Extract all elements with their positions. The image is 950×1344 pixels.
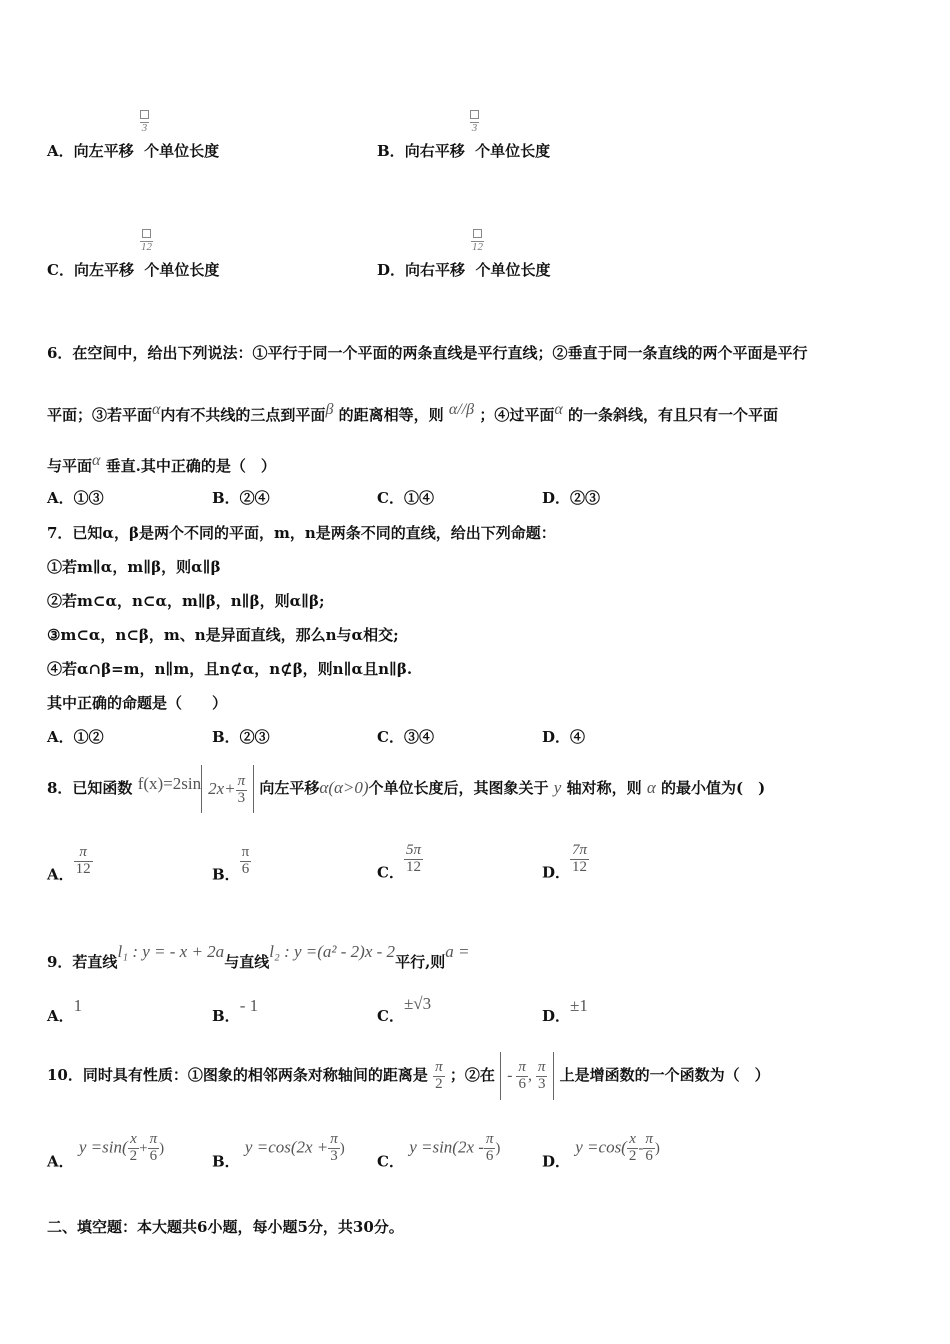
q8-option-d[interactable]: D． $\frac{7\pi}{12}$	[542, 842, 588, 882]
q7-option-a[interactable]: A．①②	[47, 728, 104, 746]
q6-option-c[interactable]: C．①④	[377, 489, 434, 507]
q5-option-c[interactable]: C．向左平移 个单位长度	[47, 261, 220, 279]
q6-stem-line1: 6．在空间中，给出下列说法：①平行于同一个平面的两条直线是平行直线；②垂直于同一条直线的两个平面是平行	[47, 344, 808, 362]
q7-stem: 7．已知α，β是两个不同的平面，m，n是两条不同的直线，给出下列命题：	[47, 524, 556, 542]
q8-option-b[interactable]: B． $\frac{\pi}{6}$	[212, 844, 250, 884]
q6-stem-line3: 与平面$^\alpha$ 垂直.其中正确的是（ ）	[47, 452, 276, 475]
q7-proposition-2: ②若m⊂α，n⊂α，m∥β，n∥β，则α∥β;	[47, 592, 325, 610]
q9-option-b[interactable]: B．- 1	[212, 996, 259, 1025]
q5-option-b[interactable]: B．向右平移 个单位长度	[377, 142, 551, 160]
q7-proposition-1: ①若m∥α，m∥β，则α∥β	[47, 558, 221, 576]
q7-proposition-4: ④若α∩β=m，n∥m，且n⊄α，n⊄β，则n∥α且n∥β.	[47, 660, 413, 678]
q5-option-a[interactable]: A．向左平移 个单位长度	[47, 142, 220, 160]
fraction-pi-over-12-d: 12	[471, 229, 484, 253]
q10-option-c[interactable]: C． y =sin(2x - $\frac{\pi}{6}$ )	[377, 1131, 501, 1171]
q7-question: 其中正确的命题是（ ）	[47, 694, 228, 712]
section-2-heading: 二、填空题：本大题共6小题，每小题5分，共30分。	[47, 1218, 404, 1236]
q9-option-c[interactable]: C．±√3	[377, 994, 432, 1025]
q8-stem: 8．已知函数 f(x)=2sin 2x+ $\frac{\pi}{3}$ 向左平移α(α>0)个单位长度后，其图象关于 y 轴对称，则 α 的最小值为( )	[47, 762, 765, 813]
q6-option-b[interactable]: B．②④	[212, 489, 270, 507]
q7-option-b[interactable]: B．②③	[212, 728, 270, 746]
q9-option-a[interactable]: A．1	[47, 996, 83, 1025]
q7-option-c[interactable]: C．③④	[377, 728, 434, 746]
q6-stem-line2: 平面；③若平面$^\alpha$内有不共线的三点到平面$^\beta$ 的距离相等，则 $^{\alpha//\beta}$ ；④过平面$^\alpha$ 的一条斜线，有且只有一个平面	[47, 401, 779, 424]
q7-option-d[interactable]: D．④	[542, 728, 586, 746]
q8-argument: 2x+ $\frac{\pi}{3}$	[201, 765, 254, 813]
q5-option-d[interactable]: D．向右平移 个单位长度	[377, 261, 551, 279]
q10-interval: - $\frac{\pi}{6}$ , $\frac{\pi}{3}$	[500, 1052, 554, 1100]
fraction-pi-over-12-c: 12	[140, 229, 153, 253]
q9-option-d[interactable]: D．±1	[542, 996, 588, 1025]
q6-option-d[interactable]: D．②③	[542, 489, 601, 507]
fraction-pi-over-3-a: 3	[140, 110, 149, 134]
q8-option-a[interactable]: A． $\frac{\pi}{12}$	[47, 844, 91, 884]
q7-proposition-3: ③m⊂α，n⊂β，m、n是异面直线，那么n与α相交;	[47, 626, 399, 644]
q9-stem: 9．若直线l₁ : y = - x + 2a与直线l₂ : y =(a² - 2)x - 2平行,则a =	[47, 942, 470, 971]
q10-stem: 10．同时具有性质：①图象的相邻两条对称轴间的距离是 $\frac{\pi}{2}$ ；②在 - $\frac{\pi}{6}$ , $\frac{\pi}{3}$ 上是增函数的一个函数为（ ）	[47, 1052, 770, 1100]
q6-option-a[interactable]: A．①③	[47, 489, 104, 507]
q8-option-c[interactable]: C． $\frac{5\pi}{12}$	[377, 842, 421, 882]
q8-function: f(x)=2sin	[137, 774, 202, 793]
q10-option-d[interactable]: D． y =cos( $\frac{x}{2}$ - $\frac{\pi}{6}$ )	[542, 1131, 660, 1171]
fraction-pi-over-3-b: 3	[470, 110, 479, 134]
q10-option-b[interactable]: B． y =cos(2x + $\frac{\pi}{3}$ )	[212, 1131, 345, 1171]
q10-option-a[interactable]: A． y =sin( $\frac{x}{2}$ + $\frac{\pi}{6}$ )	[47, 1131, 165, 1171]
